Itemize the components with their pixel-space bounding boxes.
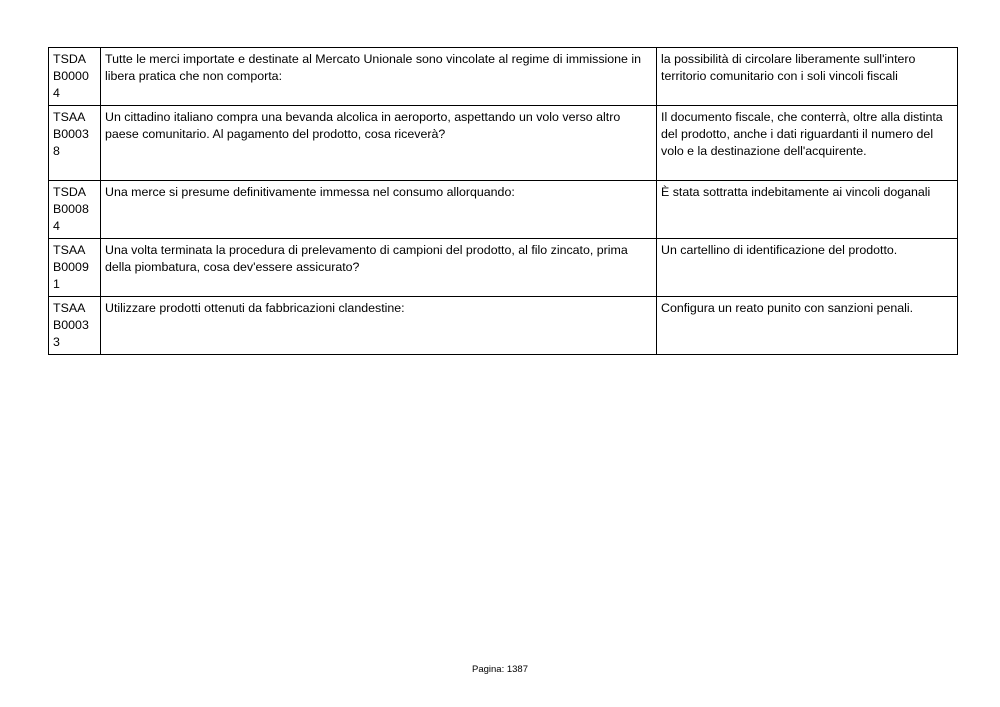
answer-text: È stata sottratta indebitamente ai vincoli doganali xyxy=(657,181,958,239)
question-code: TSDA B0000 4 xyxy=(49,48,101,106)
question-code: TSAA B0009 1 xyxy=(49,239,101,297)
table-row xyxy=(49,48,958,106)
table-row xyxy=(49,297,958,355)
table-row xyxy=(49,239,958,297)
answer-text: Configura un reato punito con sanzioni penali. xyxy=(657,297,958,355)
table-row xyxy=(49,106,958,181)
question-code: TSAA B0003 3 xyxy=(49,297,101,355)
answer-text: la possibilità di circolare liberamente sull'intero territorio comunitario con i soli vincoli fiscali xyxy=(657,48,958,106)
question-text: Un cittadino italiano compra una bevanda alcolica in aeroporto, aspettando un volo verso altro paese comunitario. Al pagamento del prodotto, cosa riceverà? xyxy=(101,106,657,181)
question-text: Una volta terminata la procedura di prelevamento di campioni del prodotto, al filo zincato, prima della piombatura, cosa dev'essere assicurato? xyxy=(101,239,657,297)
question-text: Una merce si presume definitivamente immessa nel consumo allorquando: xyxy=(101,181,657,239)
table-row xyxy=(49,181,958,239)
question-code: TSAA B0003 8 xyxy=(49,106,101,181)
answer-text: Un cartellino di identificazione del prodotto. xyxy=(657,239,958,297)
page-number: Pagina: 1387 xyxy=(472,664,528,675)
question-text: Tutte le merci importate e destinate al Mercato Unionale sono vincolate al regime di immissione in libera pratica che non comporta: xyxy=(101,48,657,106)
question-code: TSDA B0008 4 xyxy=(49,181,101,239)
answer-text: Il documento fiscale, che conterrà, oltre alla distinta del prodotto, anche i dati riguardanti il numero del volo e la destinazione dell'acquirente. xyxy=(657,106,958,181)
question-text: Utilizzare prodotti ottenuti da fabbricazioni clandestine: xyxy=(101,297,657,355)
question-answer-table xyxy=(48,47,958,355)
